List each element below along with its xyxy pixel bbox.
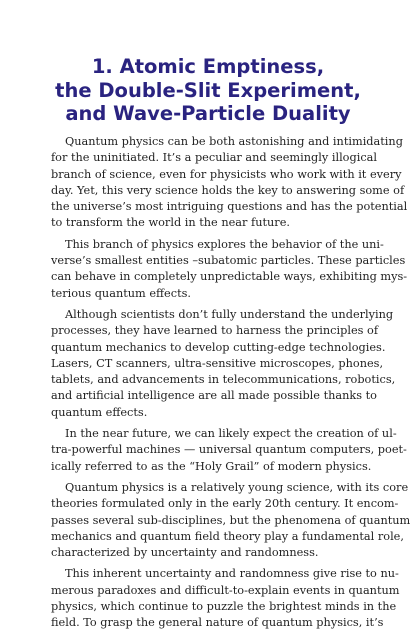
body-paragraph <box>51 480 411 561</box>
chapter-title <box>40 55 376 126</box>
text-line: field. To grasp the general nature of quantum physics, it’s <box>51 616 384 630</box>
chapter-title-line: and Wave-Particle Duality <box>65 102 351 125</box>
body-paragraph <box>51 237 408 302</box>
text-line: merous paradoxes and difficult-to-explain events in quantum <box>51 583 400 597</box>
text-line: for the uninitiated. It’s a peculiar and seemingly illogical <box>51 151 378 165</box>
body-paragraph <box>51 566 400 631</box>
text-line: Lasers, CT scanners, ultra-sensitive microscopes, phones, <box>51 356 384 370</box>
text-line: This branch of physics explores the behavior of the uni- <box>65 237 384 251</box>
text-line: processes, they have learned to harness the principles of <box>51 324 379 338</box>
text-line: quantum mechanics to develop cutting-edge technologies. <box>51 340 386 354</box>
text-line: This inherent uncertainty and randomness give rise to nu- <box>65 567 399 581</box>
text-line: terious quantum effects. <box>51 286 191 300</box>
text-line: ically referred to as the “Holy Grail” of modern physics. <box>51 459 372 473</box>
text-line: In the near future, we can likely expect the creation of ul- <box>65 427 397 441</box>
body-paragraph <box>51 134 408 232</box>
text-line: physics, which continue to puzzle the brightest minds in the <box>51 600 397 614</box>
body-paragraph <box>51 426 407 475</box>
text-line: passes several sub-disciplines, but the phenomena of quantum <box>51 513 411 527</box>
text-line: to transform the world in the near future. <box>51 216 290 230</box>
text-line: tra-powerful machines — universal quantum computers, poet- <box>51 443 407 457</box>
body-paragraph <box>51 307 396 421</box>
text-line: tablets, and advancements in telecommunications, robotics, <box>51 373 396 387</box>
chapter-body <box>51 134 411 637</box>
text-line: Quantum physics can be both astonishing and intimidating <box>65 135 403 148</box>
chapter-title-line: the Double-Slit Experiment, <box>55 78 361 102</box>
text-line: verse’s smallest entities –subatomic particles. These particles <box>51 254 406 268</box>
text-line: can behave in completely unpredictable ways, exhibiting mys- <box>51 270 408 284</box>
text-line: the universe’s most intriguing questions and has the potential <box>51 200 408 214</box>
text-line: Although scientists don’t fully understand the underlying <box>65 307 394 321</box>
chapter-title-line: 1. Atomic Emptiness, <box>91 55 325 78</box>
text-line: Quantum physics is a relatively young science, with its core <box>65 480 409 494</box>
text-line: theories formulated only in the early 20th century. It encom- <box>51 497 399 511</box>
text-line: day. Yet, this very science holds the key to answering some of <box>51 183 405 197</box>
text-line: mechanics and quantum field theory play a fundamental role, <box>51 529 404 543</box>
text-line: quantum effects. <box>51 405 148 419</box>
text-line: characterized by uncertainty and randomness. <box>51 546 319 560</box>
text-line: and artificial intelligence are all made possible thanks to <box>51 389 377 403</box>
text-line: branch of science, even for physicists who work with it every <box>51 167 402 181</box>
